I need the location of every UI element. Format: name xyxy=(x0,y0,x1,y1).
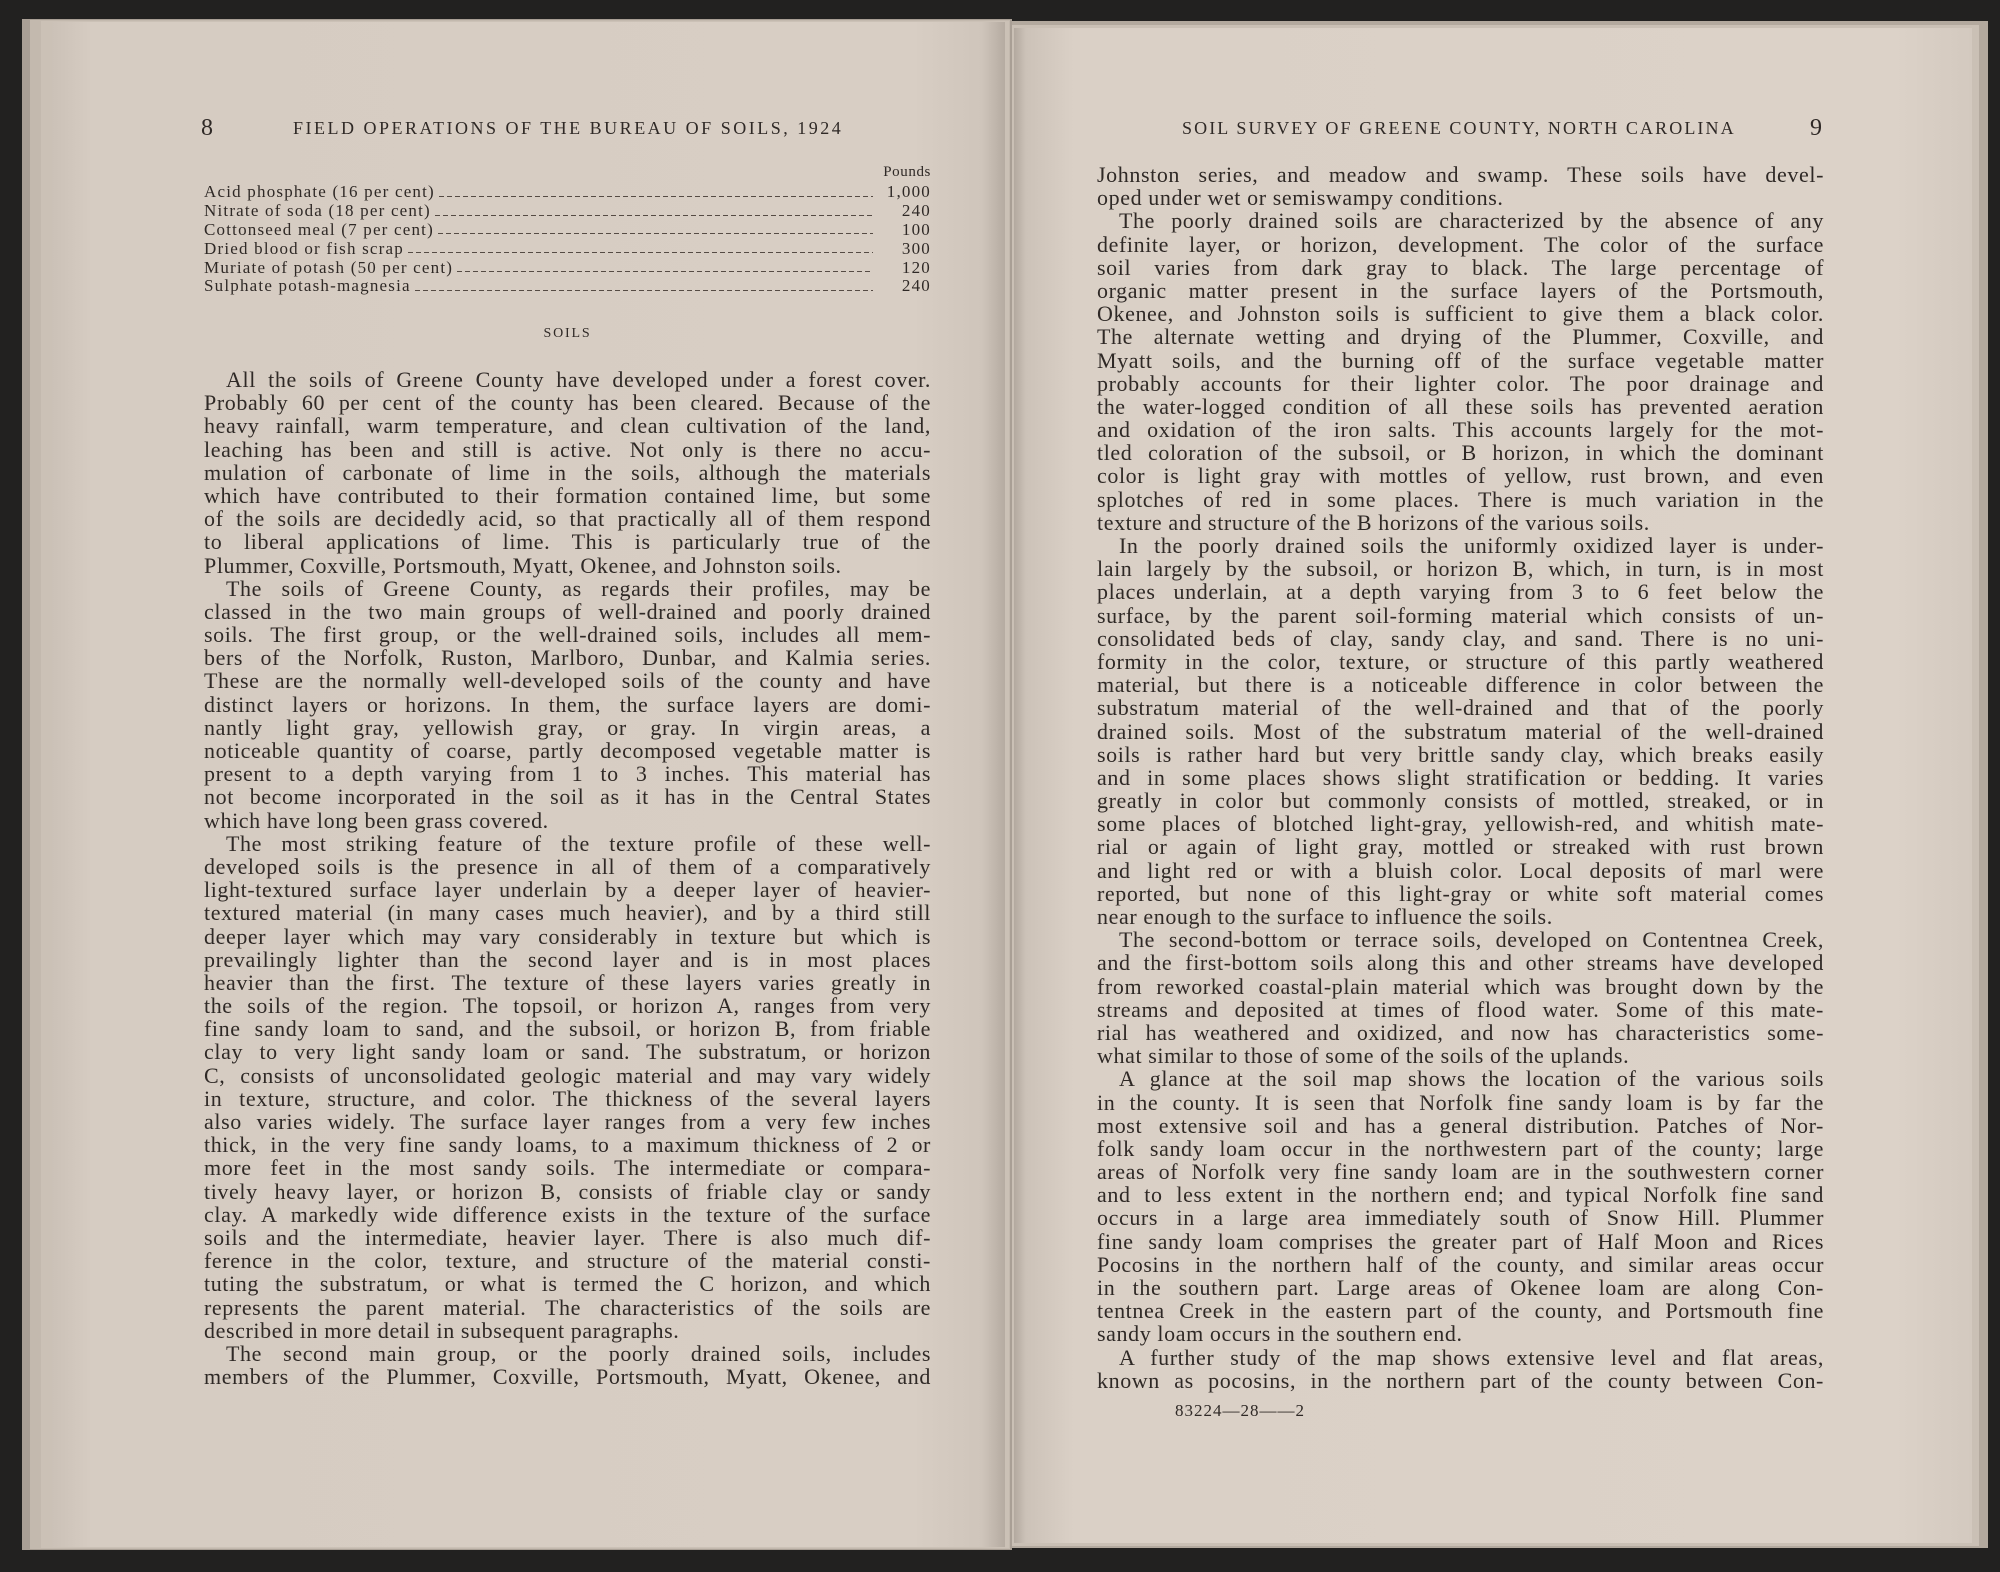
text-line: Okenee, and Johnston soils is sufficient to give them a black color. xyxy=(1097,301,1824,327)
text-line: areas of Norfolk very fine sandy loam are in the southwestern corner xyxy=(1097,1159,1824,1185)
left-page-number: 8 xyxy=(201,115,213,141)
paragraph xyxy=(204,832,931,1342)
fertilizer-table xyxy=(204,161,931,296)
text-line: rial or again of light gray, mottled or streaked with rust brown xyxy=(1097,834,1824,860)
text-line: The soils of Greene County, as regards their profiles, may be xyxy=(226,575,931,601)
paragraph xyxy=(204,368,931,577)
text-line: organic matter present in the surface layers of the Portsmouth, xyxy=(1097,277,1824,303)
text-line: from reworked coastal-plain material which was brought down by the xyxy=(1097,973,1824,999)
paragraph xyxy=(1097,928,1824,1067)
text-line: texture and structure of the B horizons of the various soils. xyxy=(1097,509,1650,535)
table-row xyxy=(204,277,931,296)
text-line: to liberal applications of lime. This is particularly true of the xyxy=(204,529,931,555)
text-line: soils is rather hard but very brittle sandy clay, which breaks easily xyxy=(1097,741,1824,767)
text-line: textured material (in many cases much heavier), and by a third still xyxy=(204,900,931,926)
text-line: clay to very light sandy loam or sand. The substratum, or horizon xyxy=(204,1039,931,1065)
text-line: Probably 60 per cent of the county has been cleared. Because of the xyxy=(204,390,931,416)
text-line: Johnston series, and meadow and swamp. These soils have devel- xyxy=(1097,162,1824,187)
text-line: prevailingly lighter than the second layer and is in most places xyxy=(204,946,931,972)
text-line: Pocosins in the northern half of the county, and similar areas occur xyxy=(1097,1251,1824,1277)
text-line: represents the parent material. The characteristics of the soils are xyxy=(204,1294,931,1320)
dot-leader xyxy=(415,281,873,291)
text-line: nantly light gray, yellowish gray, or gray. In virgin areas, a xyxy=(204,714,931,740)
table-item: Nitrate of soda (18 per cent) xyxy=(204,200,431,220)
text-line: leaching has been and still is active. Not only is there no accu- xyxy=(204,436,931,462)
text-line: also varies widely. The surface layer ranges from a very few inches xyxy=(204,1109,931,1134)
table-item: Acid phosphate (16 per cent) xyxy=(204,182,435,201)
text-line: consolidated beds of clay, sandy clay, and sand. There is no uni- xyxy=(1097,625,1824,651)
text-line: color is light gray with mottles of yellow, rust brown, and even xyxy=(1097,463,1824,489)
text-line: and oxidation of the iron salts. This accounts largely for the mot- xyxy=(1097,417,1824,443)
table-amount: 240 xyxy=(901,276,931,296)
left-running-head: FIELD OPERATIONS OF THE BUREAU OF SOILS, 1924 xyxy=(293,118,844,138)
text-line: classed in the two main groups of well-drained and poorly drained xyxy=(204,598,931,624)
text-line: tuting the substratum, or what is termed the C horizon, and which xyxy=(204,1271,931,1297)
text-line: present to a depth varying from 1 to 3 inches. This material has xyxy=(204,761,931,787)
table-amount: 1,000 xyxy=(886,182,931,201)
text-line: thick, in the very fine sandy loams, to a maximum thickness of 2 or xyxy=(204,1132,931,1158)
paragraph xyxy=(1097,163,1824,209)
paragraph xyxy=(1097,209,1824,534)
text-line: tentnea Creek in the eastern part of the county, and Portsmouth fine xyxy=(1097,1298,1824,1324)
text-line: tled coloration of the subsoil, or B horizon, in which the dominant xyxy=(1097,440,1824,466)
right-page-number: 9 xyxy=(1810,115,1822,141)
text-line: definite layer, or horizon, development. The color of the surface xyxy=(1097,231,1824,257)
text-line: Myatt soils, and the burning off of the surface vegetable matter xyxy=(1097,347,1824,373)
text-line: described in more detail in subsequent paragraphs. xyxy=(204,1317,680,1343)
text-line: clay. A markedly wide difference exists in the texture of the surface xyxy=(204,1201,931,1227)
text-line: heavier than the first. The texture of these layers varies greatly in xyxy=(204,969,931,995)
table-item: Muriate of potash (50 per cent) xyxy=(204,257,454,277)
text-line: streams and deposited at times of flood water. Some of this mate- xyxy=(1097,996,1824,1022)
text-line: The second-bottom or terrace soils, developed on Contentnea Creek, xyxy=(1119,927,1824,953)
dot-leader xyxy=(457,263,873,273)
dot-leader xyxy=(408,244,873,254)
text-line: in texture, structure, and color. The thickness of the several layers xyxy=(204,1085,931,1111)
text-line: deeper layer which may vary considerably in texture but which is xyxy=(204,923,931,949)
text-line: A further study of the map shows extensive level and flat areas, xyxy=(1119,1344,1824,1370)
table-item: Sulphate potash-magnesia xyxy=(204,276,411,296)
text-line: what similar to those of some of the soils of the uplands. xyxy=(1097,1043,1630,1069)
text-line: sandy loam occurs in the southern end. xyxy=(1097,1321,1463,1347)
table-amount: 240 xyxy=(901,200,931,220)
text-line: of the soils are decidedly acid, so that practically all of them respond xyxy=(204,506,931,532)
text-line: In the poorly drained soils the uniformly oxidized layer is under- xyxy=(1119,533,1824,558)
text-line: developed soils is the presence in all of them of a comparatively xyxy=(204,853,931,879)
text-line: probably accounts for their lighter color. The poor drainage and xyxy=(1097,370,1824,396)
text-line: and the first-bottom soils along this and other streams have developed xyxy=(1097,950,1824,976)
text-line: The second main group, or the poorly drained soils, includes xyxy=(226,1340,931,1366)
text-line: formity in the color, texture, or structure of this partly weathered xyxy=(1097,648,1824,674)
dot-leader xyxy=(438,225,873,235)
dot-leader xyxy=(435,206,873,216)
table-item: Cottonseed meal (7 per cent) xyxy=(204,219,434,239)
table-row xyxy=(204,202,931,221)
table-amount: 100 xyxy=(901,219,931,239)
text-line: the water-logged condition of all these soils has prevented aeration xyxy=(1097,393,1824,419)
text-line: The poorly drained soils are characterized by the absence of any xyxy=(1119,208,1824,234)
table-unit-header: Pounds xyxy=(883,164,931,180)
text-line: bers of the Norfolk, Ruston, Marlboro, Dunbar, and Kalmia series. xyxy=(204,645,931,671)
text-line: Plummer, Coxville, Portsmouth, Myatt, Okenee, and Johnston soils. xyxy=(204,552,842,578)
text-line: which have long been grass covered. xyxy=(204,807,549,833)
section-heading: SOILS xyxy=(543,326,592,341)
table-item: Dried blood or fish scrap xyxy=(204,238,404,258)
text-line: splotches of red in some places. There is much variation in the xyxy=(1097,486,1824,512)
signature-mark: 83224—28——2 xyxy=(1175,1401,1305,1420)
text-line: fine sandy loam to sand, and the subsoil, or horizon B, from friable xyxy=(204,1016,931,1042)
text-line: C, consists of unconsolidated geologic material and may vary widely xyxy=(204,1062,931,1088)
text-line: rial has weathered and oxidized, and now has characteristics some- xyxy=(1097,1019,1824,1045)
text-line: mulation of carbonate of lime in the soils, although the materials xyxy=(204,459,931,485)
text-line: lain largely by the subsoil, or horizon B, which, in turn, is in most xyxy=(1097,556,1824,582)
text-line: occurs in a large area immediately south of Snow Hill. Plummer xyxy=(1097,1205,1824,1231)
text-line: substratum material of the well-drained and that of the poorly xyxy=(1097,695,1824,721)
text-line: not become incorporated in the soil as it has in the Central States xyxy=(204,784,931,810)
text-line: reported, but none of this light-gray or white soft material comes xyxy=(1097,880,1824,906)
text-line: A glance at the soil map shows the location of the various soils xyxy=(1119,1066,1824,1092)
table-amount: 300 xyxy=(901,238,931,258)
text-line: and to less extent in the northern end; and typical Norfolk fine sand xyxy=(1097,1182,1824,1208)
paragraph xyxy=(1097,534,1824,928)
text-line: near enough to the surface to influence the soils. xyxy=(1097,904,1553,929)
text-line: places underlain, at a depth varying from 3 to 6 feet below the xyxy=(1097,579,1824,605)
paragraph xyxy=(204,577,931,832)
table-row xyxy=(204,240,931,259)
paragraph xyxy=(1097,1067,1824,1345)
text-line: and in some places shows slight stratification or bedding. It varies xyxy=(1097,764,1824,790)
paragraph xyxy=(1097,1346,1824,1392)
table-row xyxy=(204,183,931,202)
table-amount: 120 xyxy=(901,257,931,277)
text-line: greatly in color but commonly consists of mottled, streaked, or in xyxy=(1097,788,1824,814)
text-line: heavy rainfall, warm temperature, and clean cultivation of the land, xyxy=(204,413,931,439)
text-line: drained soils. Most of the substratum material of the well-drained xyxy=(1097,718,1824,744)
text-line: light-textured surface layer underlain by a deeper layer of heavier- xyxy=(204,877,931,903)
text-line: material, but there is a noticeable difference in color between the xyxy=(1097,672,1824,698)
table-row xyxy=(204,221,931,240)
left-page-body xyxy=(204,368,931,1388)
table-row xyxy=(204,259,931,278)
dot-leader xyxy=(439,187,873,197)
text-line: most extensive soil and has a general distribution. Patches of Nor- xyxy=(1097,1112,1824,1138)
text-line: known as pocosins, in the northern part of the county between Con- xyxy=(1097,1367,1824,1393)
text-line: soils. The first group, or the well-drained soils, includes all mem- xyxy=(204,622,931,648)
right-page-body xyxy=(1097,163,1824,1392)
text-line: soils and the intermediate, heavier layer. There is also much dif- xyxy=(204,1224,931,1250)
text-line: in the southern part. Large areas of Okenee loam are along Con- xyxy=(1097,1275,1824,1300)
text-line: noticeable quantity of coarse, partly decomposed vegetable matter is xyxy=(204,738,931,763)
text-line: folk sandy loam occur in the northwestern part of the county; large xyxy=(1097,1135,1824,1161)
text-line: fine sandy loam comprises the greater part of Half Moon and Rices xyxy=(1097,1228,1824,1254)
text-line: members of the Plummer, Coxville, Portsmouth, Myatt, Okenee, and xyxy=(204,1364,931,1390)
text-line: All the soils of Greene County have developed under a forest cover. xyxy=(226,367,931,392)
right-running-head: SOIL SURVEY OF GREENE COUNTY, NORTH CAROLINA xyxy=(1182,118,1736,138)
text-line: and light red or with a bluish color. Local deposits of marl were xyxy=(1097,857,1824,883)
text-line: surface, by the parent soil-forming material which consists of un- xyxy=(1097,602,1824,628)
text-line: more feet in the most sandy soils. The intermediate or compara- xyxy=(204,1155,931,1181)
text-line: These are the normally well-developed soils of the county and have xyxy=(204,668,931,694)
text-line: some places of blotched light-gray, yellowish-red, and whitish mate- xyxy=(1097,811,1824,837)
text-line: The alternate wetting and drying of the Plummer, Coxville, and xyxy=(1097,324,1824,350)
paragraph xyxy=(204,1342,931,1388)
text-line: oped under wet or semiswampy conditions. xyxy=(1097,185,1504,211)
text-line: in the county. It is seen that Norfolk fine sandy loam is by far the xyxy=(1097,1089,1824,1115)
text-line: The most striking feature of the texture profile of these well- xyxy=(226,830,931,856)
text-line: which have contributed to their formation contained lime, but some xyxy=(204,482,931,508)
text-line: tively heavy layer, or horizon B, consists of friable clay or sandy xyxy=(204,1178,931,1204)
text-line: distinct layers or horizons. In them, the surface layers are domi- xyxy=(204,691,931,717)
text-line: ference in the color, texture, and structure of the material consti- xyxy=(204,1248,931,1274)
text-line: soil varies from dark gray to black. The large percentage of xyxy=(1097,254,1824,280)
text-line: the soils of the region. The topsoil, or horizon A, ranges from very xyxy=(204,993,931,1019)
